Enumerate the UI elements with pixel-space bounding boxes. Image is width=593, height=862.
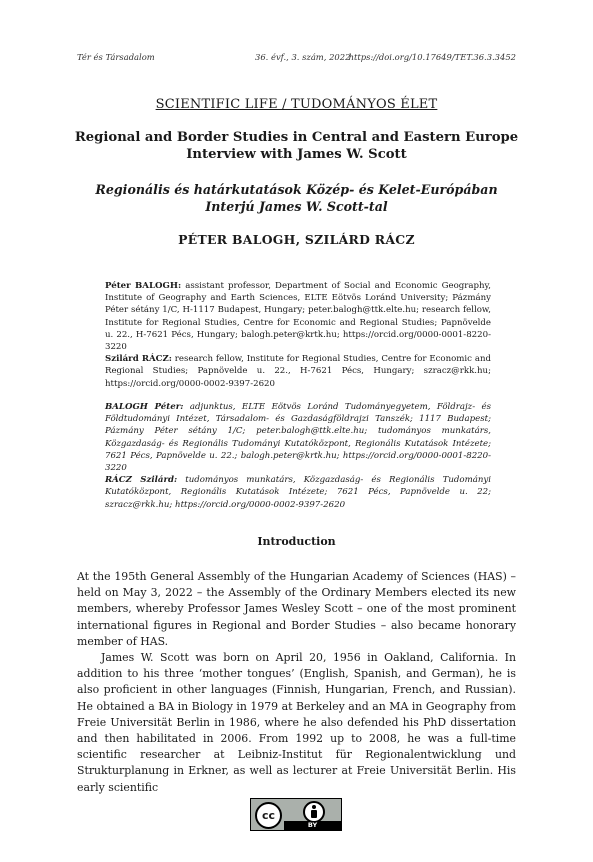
authors: PÉTER BALOGH, SZILÁRD RÁCZ	[178, 232, 415, 247]
affiliation-name: BALOGH Péter:	[105, 402, 184, 412]
attribution-person-icon	[303, 801, 325, 823]
person-body-shape	[311, 810, 317, 818]
cc-icon: cc	[255, 802, 282, 829]
paragraph: James W. Scott was born on April 20, 1956 in Oakland, California. In addition to his three ‘mother tongues’ (English, Spanish, and German), he is also proficient in other languages (Finnish, Hungarian, French, and Russian). He obtained a BA in Biology in 1979 at Berkeley and an MA in Geography from Freie Universität Berlin in 1986, where he also defended his PhD dissertation and then habilitated in 2006. From 1992 up to 2008, he was a full-time scientific researcher at Leibniz-Institut für Regionalentwicklung und Strukturplanung in Erkner, as well as lecturer at Freie Universität Berlin. His early scientific	[77, 651, 516, 794]
introduction-heading: Introduction	[257, 535, 336, 548]
body-text	[77, 569, 516, 796]
affiliations-hu	[105, 401, 491, 511]
affiliation-text: tudományos munkatárs, Közgazdaság- és Regionális Tudományi Kutatóközpont, Regionális Kutatások Intézete; 7621 Pécs, Papnövelde u. 22; szracz@rkk.hu; https://orcid.org/0000-0002-9397-2620	[105, 475, 491, 510]
affiliation-name: RÁCZ Szilárd:	[105, 475, 178, 486]
title-hu-line2: Interjú James W. Scott-tal	[205, 199, 388, 214]
affiliation-text: research fellow, Institute for Regional Studies, Centre for Economic and Regional Studies; Papnövelde u. 22., H-7621 Pécs, Hungary; szracz@rkk.hu; https://orcid.org/0000-0002-9397-2620	[105, 354, 491, 389]
title-en-line2: Interview with James W. Scott	[186, 147, 407, 162]
affiliations-en	[105, 280, 491, 390]
title-hu-line1: Regionális és határkutatások Közép- és Kelet-Európában	[95, 182, 498, 197]
cc-by-license-badge[interactable]	[250, 798, 342, 831]
by-section	[284, 799, 341, 830]
affiliation-text: assistant professor, Department of Social and Economic Geography, Institute of Geography and Earth Sciences, ELTE Eötvös Loránd University; Pázmány Péter sétány 1/C, H-1117 Budapest, Hungary; peter.balogh@ttk.elte.hu; research fellow, Institute for Regional Studies, Centre for Economic and Regional Studies; Papnövelde u. 22., H-7621 Pécs, Hungary; balogh.peter@krtk.hu; https://orcid.org/0000-0001-8220-3220	[105, 281, 491, 353]
journal-name: Tér és Társadalom	[77, 52, 155, 62]
title-en-line1: Regional and Border Studies in Central and Eastern Europe	[74, 130, 519, 145]
person-head-shape	[312, 805, 316, 809]
affiliation-entry	[105, 353, 491, 390]
paragraph: At the 195th General Assembly of the Hungarian Academy of Sciences (HAS) – held on May 3, 2022 – the Assembly of the Ordinary Members elected its new members, whereby Professor James Wesley Scott – one of the most prominent international figures in Regional and Border Studies – also became honorary member of HAS.	[77, 570, 516, 648]
issue-info: 36. évf., 3. szám, 2022	[255, 52, 351, 62]
section-title: SCIENTIFIC LIFE / TUDOMÁNYOS ÉLET	[155, 97, 438, 112]
affiliation-name: Péter BALOGH:	[105, 281, 182, 291]
affiliation-text: adjunktus, ELTE Eötvös Loránd Tudományegyetem, Földrajz- és Földtudományi Intézet, Társadalom- és Gazdaságföldrajzi Tanszék; 1117 Budapest; Pázmány Péter sétány 1/C; peter.balogh@ttk.elte.hu; tudományos munkatárs, Közgazdaság- és Regionális Tudományi Kutatóközpont, Regionális Kutatások Intézete; 7621 Pécs, Papnövelde u. 22.; balogh.peter@krtk.hu; https://orcid.org/0000-0001-8220-3220	[105, 402, 491, 474]
doi-link[interactable]: https://doi.org/10.17649/TET.36.3.3452	[348, 52, 516, 62]
affiliation-entry	[105, 280, 491, 353]
affiliation-entry	[105, 474, 491, 511]
article-title-hu	[60, 181, 533, 215]
affiliation-name: Szilárd RÁCZ:	[105, 354, 172, 365]
affiliation-entry	[105, 401, 491, 474]
by-label: BY	[284, 821, 341, 830]
article-title-en	[60, 129, 533, 163]
